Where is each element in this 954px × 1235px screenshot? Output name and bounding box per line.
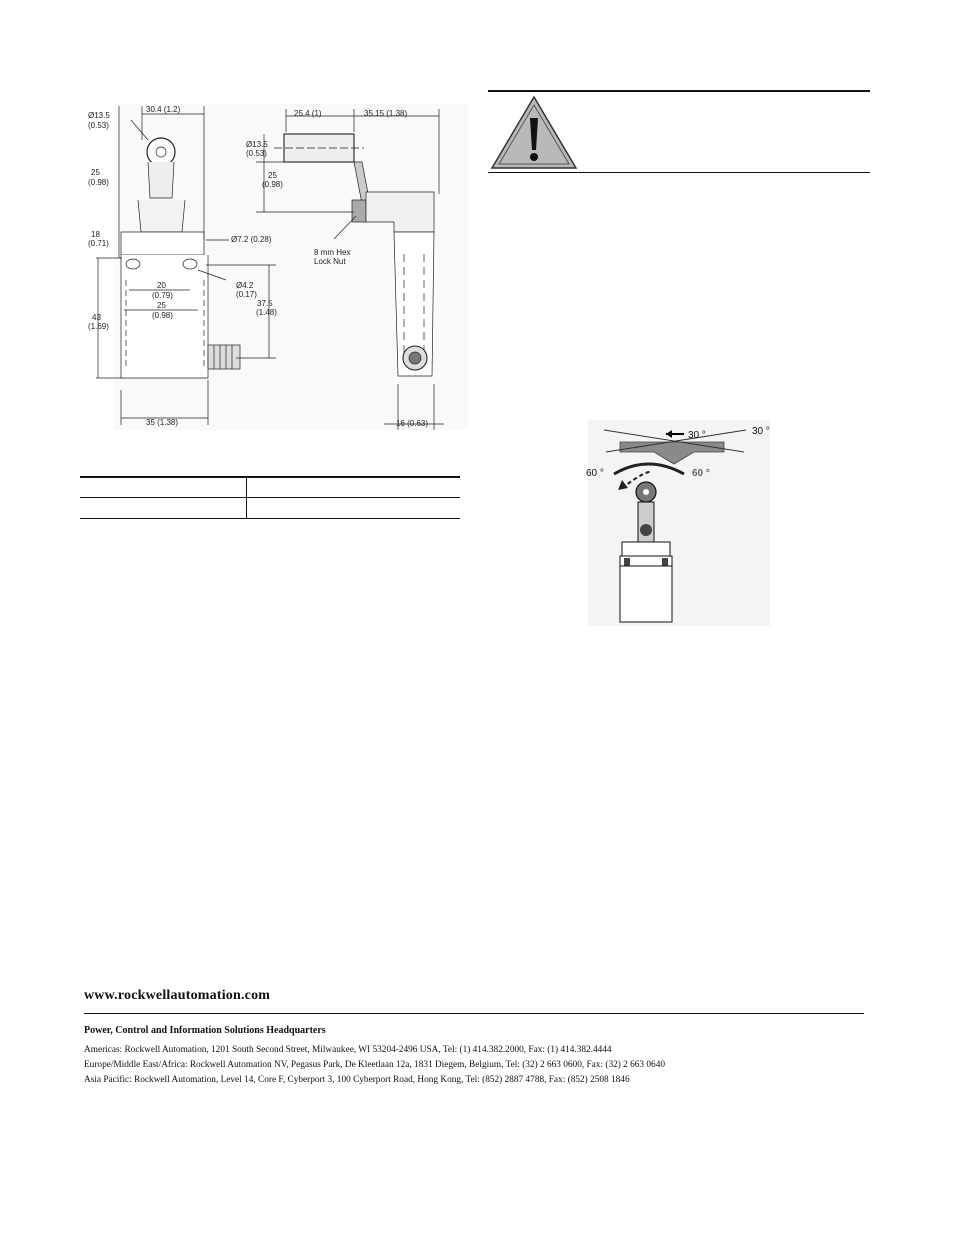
angle-left-top-label: 30 °	[688, 430, 706, 441]
body-depth-in-label: (1.48)	[256, 308, 277, 317]
footer-emea: Europe/Middle East/Africa: Rockwell Automation NV, Pegasus Park, De Kleetlaan 12a, 1831 Diegem, Belgium, Tel: (32) 2 663 0600, Fax: (32) 2 663 0640	[84, 1060, 665, 1070]
offset-label: 35.15 (1.38)	[364, 109, 408, 118]
table-top-rule	[80, 476, 460, 478]
arm-length-label: 25	[91, 168, 100, 177]
side-dimension-drawing	[244, 104, 466, 434]
side-arm-length-in-label: (0.98)	[262, 180, 283, 189]
side-roller-dia-in-label: (0.53)	[246, 149, 267, 158]
hole-spacing-20-label: 20	[157, 281, 166, 290]
side-width-label: 16 (0.63)	[396, 419, 429, 428]
roller-width-label: 25.4 (1)	[294, 109, 322, 118]
hex-nut-label-line1: 8 mm Hex	[314, 248, 351, 257]
warning-triangle-icon	[490, 94, 578, 172]
roller-dia-label: Ø13.5	[88, 111, 110, 120]
table-column-divider	[246, 477, 247, 518]
hex-nut-label-line2: Lock Nut	[314, 257, 346, 266]
footer-hq-title: Power, Control and Information Solutions Headquarters	[84, 1025, 326, 1036]
hole-spacing-25-label: 25	[157, 301, 166, 310]
warning-top-rule	[488, 90, 870, 92]
actuation-angle-diagram	[584, 412, 774, 626]
head-height-in-label: (0.71)	[88, 239, 109, 248]
slot-dia-in-label: (0.17)	[236, 290, 257, 299]
footer-website-link[interactable]: www.rockwellautomation.com	[84, 988, 271, 1003]
body-height-in-label: (1.69)	[88, 322, 109, 331]
hole-dia-label: Ø7.2 (0.28)	[231, 235, 272, 244]
footer-rule	[84, 1013, 864, 1014]
side-arm-length-label: 25	[268, 171, 277, 180]
roller-dia-in-label: (0.53)	[88, 121, 109, 130]
hole-spacing-20-in-label: (0.79)	[152, 291, 173, 300]
angle-left-bottom-label: 60 °	[586, 468, 604, 479]
arm-length-in-label: (0.98)	[88, 178, 109, 187]
head-height-label: 18	[91, 230, 100, 239]
footer-americas: Americas: Rockwell Automation, 1201 South Second Street, Milwaukee, WI 53204-2496 USA, Tel: (1) 414.382.2000, Fax: (1) 414.382.4444	[84, 1045, 612, 1055]
slot-dia-label: Ø4.2	[236, 281, 254, 290]
top-width-label: 30.4 (1.2)	[146, 105, 181, 114]
body-width-label: 35 (1.38)	[146, 418, 179, 427]
angle-right-bottom-label: 60 °	[692, 468, 710, 479]
side-roller-dia-label: Ø13.5	[246, 140, 268, 149]
table-bottom-rule	[80, 518, 460, 519]
body-depth-label: 37.5	[257, 299, 273, 308]
angle-right-top-label: 30 °	[752, 426, 770, 437]
table-mid-rule	[80, 497, 460, 498]
body-height-label: 43	[92, 313, 101, 322]
hole-spacing-25-in-label: (0.98)	[152, 311, 173, 320]
warning-bottom-rule	[488, 172, 870, 173]
footer-apac: Asia Pacific: Rockwell Automation, Level 14, Core F, Cyberport 3, 100 Cyberport Road, Hong Kong, Tel: (852) 2887 4788, Fax: (852) 2508 1846	[84, 1075, 630, 1085]
